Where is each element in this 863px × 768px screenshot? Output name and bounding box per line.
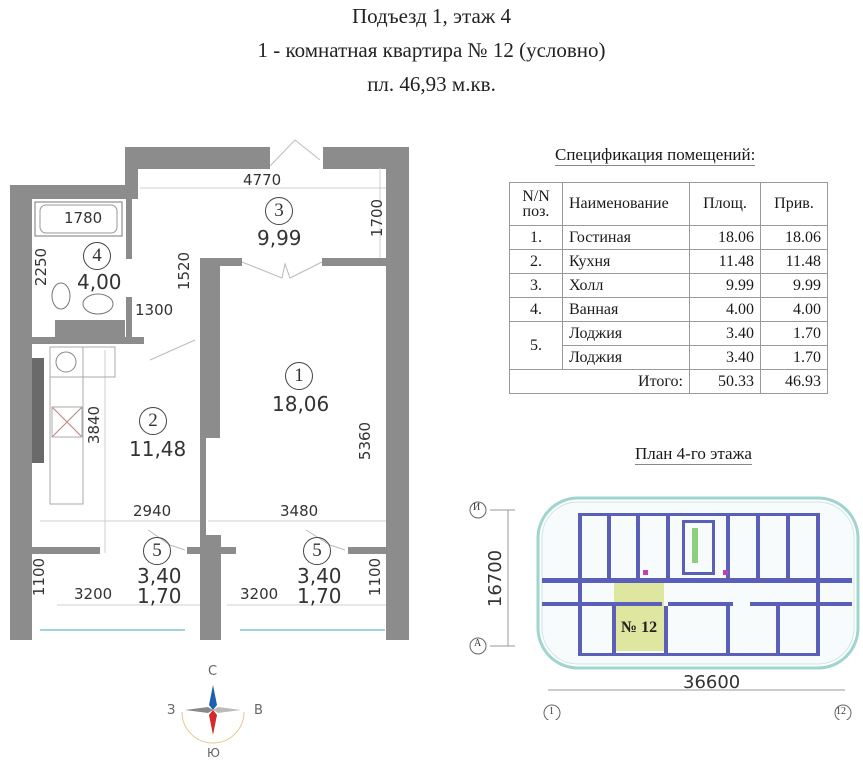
room-number-3: 3	[265, 197, 293, 225]
row-area: 11.48	[690, 250, 761, 274]
floor-plan-title: План 4-го этажа	[635, 444, 752, 463]
row-name: Лоджия	[563, 346, 690, 370]
room-area-3: 9,99	[257, 226, 302, 250]
floor-plan-height-dim: 16700	[485, 549, 507, 608]
row-reduced: 1.70	[761, 322, 828, 346]
row-reduced: 11.48	[761, 250, 828, 274]
dim-living-width: 3480	[280, 502, 319, 520]
row-area: 3.40	[690, 322, 761, 346]
row-name: Ванная	[563, 298, 690, 322]
row-area: 9.99	[690, 274, 761, 298]
row-area: 18.06	[690, 226, 761, 250]
row-reduced: 9.99	[761, 274, 828, 298]
axis-label-right: 12	[836, 706, 846, 717]
row-pos: 2.	[510, 250, 563, 274]
dim-loggia-right-depth: 1100	[366, 557, 385, 597]
room-area-5-right: 3,40	[297, 564, 342, 588]
row-reduced: 4.00	[761, 298, 828, 322]
total-label: Итого:	[510, 370, 690, 394]
total-row	[510, 370, 828, 394]
row-name: Холл	[563, 274, 690, 298]
row-pos: 3.	[510, 274, 563, 298]
row-pos: 1.	[510, 226, 563, 250]
header-line-2: 1 - комнатная квартира № 12 (условно)	[257, 38, 606, 62]
row-reduced: 18.06	[761, 226, 828, 250]
dim-corridor-width: 1300	[135, 301, 174, 319]
compass-icon	[182, 685, 244, 743]
header-line-3: пл. 46,93 м.кв.	[367, 72, 496, 96]
floor-plan	[460, 480, 863, 720]
dim-kitchen-width: 2940	[133, 502, 172, 520]
row-name: Лоджия	[563, 322, 690, 346]
row-area: 3.40	[690, 346, 761, 370]
table-row	[510, 250, 828, 274]
room-number-5-right: 5	[303, 537, 331, 565]
dim-loggia-left-width: 3200	[74, 585, 113, 603]
col-area: Площ.	[690, 183, 761, 226]
row-name: Кухня	[563, 250, 690, 274]
compass-south: Ю	[207, 746, 220, 760]
total-reduced: 46.93	[761, 370, 828, 394]
row-pos: 5.	[510, 322, 563, 370]
col-num-line1: N/N	[522, 188, 550, 205]
dim-living-depth: 5360	[356, 421, 375, 461]
floor-plan-width-dim: 36600	[683, 672, 741, 693]
table-row	[510, 298, 828, 322]
compass-north: С	[208, 664, 218, 679]
spec-title: Спецификация помещений:	[555, 145, 756, 164]
row-name: Гостиная	[563, 226, 690, 250]
col-num	[510, 183, 563, 226]
room-reduced-5-right: 1,70	[297, 584, 342, 608]
room-area-4: 4,00	[77, 270, 122, 294]
table-row	[510, 274, 828, 298]
total-area: 50.33	[690, 370, 761, 394]
room-area-2: 11,48	[129, 437, 187, 461]
dim-kitchen-depth: 3840	[85, 405, 104, 445]
header-line-1: Подъезд 1, этаж 4	[351, 4, 512, 28]
table-row	[510, 322, 828, 346]
floor-plan-apartment-label: № 12	[621, 619, 658, 636]
compass-west: З	[167, 703, 176, 718]
room-number-2: 2	[139, 407, 167, 435]
compass-east: В	[254, 703, 263, 718]
axis-label-top: И	[473, 502, 481, 513]
dim-bath-depth: 2250	[32, 247, 51, 287]
axis-label-left: 1	[549, 706, 554, 717]
row-reduced: 1.70	[761, 346, 828, 370]
row-pos: 4.	[510, 298, 563, 322]
room-number-1: 1	[285, 362, 313, 390]
dim-hall-depth: 1700	[368, 198, 387, 238]
dim-hall-width: 4770	[243, 171, 282, 189]
row-area: 4.00	[690, 298, 761, 322]
room-number-5-left: 5	[143, 537, 171, 565]
dim-loggia-right-width: 3200	[240, 585, 279, 603]
dim-bath-tub: 1780	[64, 209, 103, 227]
dim-loggia-left-depth: 1100	[30, 557, 49, 597]
room-reduced-5-left: 1,70	[137, 584, 182, 608]
room-area-5-left: 3,40	[137, 564, 182, 588]
col-num-line2: поз.	[522, 203, 550, 220]
spec-table	[509, 182, 828, 394]
axis-label-bottom: А	[474, 638, 482, 649]
spec-header-row	[510, 183, 828, 226]
col-name: Наименование	[563, 183, 690, 226]
room-area-1: 18,06	[272, 392, 330, 416]
dim-corridor-depth: 1520	[175, 251, 194, 291]
col-reduced: Прив.	[761, 183, 828, 226]
room-number-4: 4	[83, 242, 111, 270]
table-row	[510, 226, 828, 250]
